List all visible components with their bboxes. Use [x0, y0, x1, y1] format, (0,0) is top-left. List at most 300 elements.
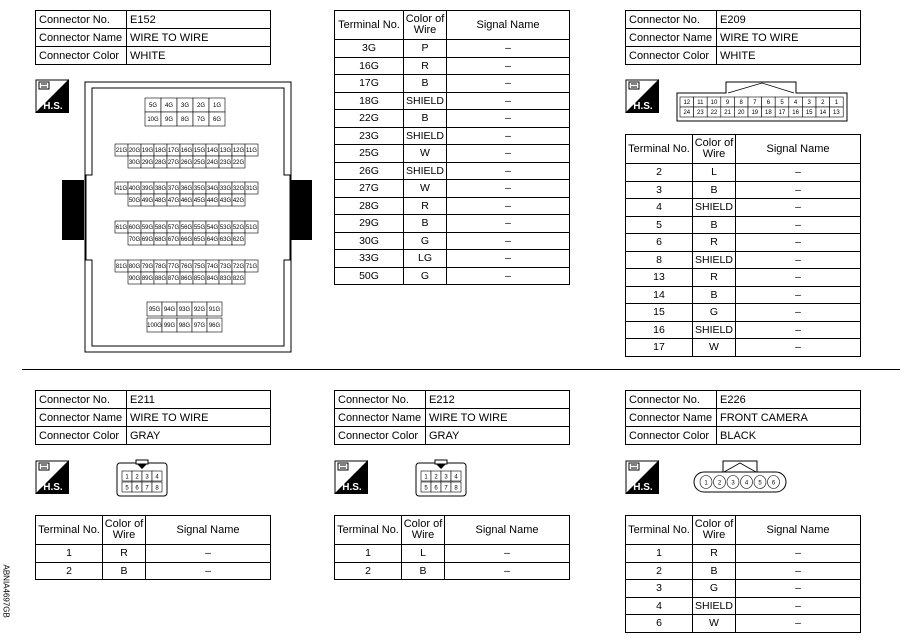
- signal-name-cell: –: [736, 181, 861, 199]
- label-connector-name: Connector Name: [626, 29, 717, 47]
- pin-label: 37G: [167, 185, 180, 192]
- pin-label: 1G: [212, 102, 222, 109]
- pin-label: 55G: [193, 224, 206, 231]
- harness-side-icon: [35, 460, 69, 494]
- wire-color-cell: B: [103, 562, 146, 580]
- label-connector-name: Connector Name: [36, 409, 127, 427]
- pin-label: 5G: [148, 102, 158, 109]
- connector-info-e226: [625, 390, 861, 445]
- signal-name-cell: –: [447, 145, 570, 163]
- table-row: [626, 216, 861, 234]
- signal-name-cell: –: [146, 562, 271, 580]
- pin-label: 3: [444, 474, 448, 481]
- label-connector-name: Connector Name: [36, 29, 127, 47]
- terminal-no-cell: 14: [626, 286, 693, 304]
- terminal-no-cell: 27G: [335, 180, 404, 198]
- pin-label: 58G: [154, 224, 167, 231]
- table-row: [335, 180, 570, 198]
- hs-label: H.S.: [633, 101, 653, 112]
- label-connector-color: Connector Color: [626, 47, 717, 65]
- pin-label: 93G: [178, 306, 191, 313]
- pin-label: 23: [697, 110, 704, 117]
- table-row: [626, 321, 861, 339]
- pin-label: 8: [739, 100, 743, 107]
- pin-label: 11G: [246, 147, 257, 154]
- connector-no-value: E211: [127, 391, 271, 409]
- terminal-table-e152: [334, 10, 570, 285]
- terminal-no-cell: 3: [626, 580, 693, 598]
- pin-label: 1: [834, 100, 839, 107]
- label-connector-no: Connector No.: [335, 391, 426, 409]
- terminal-no-cell: 18G: [335, 92, 404, 110]
- pin-label: 24: [683, 110, 691, 117]
- wire-color-cell: SHIELD: [693, 321, 736, 339]
- pin-label: 69G: [141, 236, 154, 243]
- right-latch: [290, 180, 312, 240]
- table-row: [626, 304, 861, 322]
- pin-label: 64G: [206, 236, 219, 243]
- terminal-no-header: Terminal No.: [36, 516, 103, 545]
- figure-id: ABNIA4697GB: [1, 564, 11, 618]
- pin-label: 4G: [164, 102, 174, 109]
- pin-label: 96G: [208, 322, 221, 329]
- pin-label: 13: [833, 110, 840, 117]
- pin-label: 100G: [147, 322, 162, 329]
- pin-label: 14: [819, 110, 827, 117]
- signal-name-cell: –: [447, 40, 570, 58]
- pin-label: 80G: [128, 263, 141, 270]
- wire-color-cell: R: [693, 269, 736, 287]
- terminal-no-cell: 8: [626, 251, 693, 269]
- label-connector-name: Connector Name: [335, 409, 426, 427]
- terminal-no-cell: 2: [626, 562, 693, 580]
- table-row: [36, 562, 271, 580]
- terminal-no-cell: 6: [626, 615, 693, 633]
- pin-label: 29G: [141, 159, 154, 166]
- color-of-wire-header: Color of Wire: [693, 516, 736, 545]
- pin-label: 7: [444, 485, 448, 492]
- wire-color-cell: SHIELD: [404, 92, 447, 110]
- terminal-no-cell: 22G: [335, 110, 404, 128]
- pin-label: 81G: [115, 263, 128, 270]
- pin-label: 45G: [193, 197, 206, 204]
- table-row: [626, 164, 861, 182]
- pin-label: 89G: [141, 275, 154, 282]
- signal-name-cell: –: [736, 164, 861, 182]
- table-row: [626, 562, 861, 580]
- pin-label: 78G: [154, 263, 167, 270]
- connector-no-value: E226: [717, 391, 861, 409]
- pin-label: 75G: [193, 263, 206, 270]
- pin-label: 25G: [193, 159, 206, 166]
- pin-label: 88G: [154, 275, 167, 282]
- table-row: [626, 597, 861, 615]
- wire-color-cell: R: [404, 57, 447, 75]
- signal-name-header: Signal Name: [736, 516, 861, 545]
- table-row: [335, 232, 570, 250]
- signal-name-cell: –: [736, 321, 861, 339]
- table-row: [335, 75, 570, 93]
- pin-label: 39G: [141, 185, 154, 192]
- terminal-no-header: Terminal No.: [335, 11, 404, 40]
- wire-color-cell: W: [693, 339, 736, 357]
- pin-label: 94G: [163, 306, 176, 313]
- pin-label: 48G: [154, 197, 167, 204]
- table-row: [335, 197, 570, 215]
- signal-name-cell: –: [447, 197, 570, 215]
- connector-face-e226: [693, 459, 787, 493]
- pin-label: 4: [454, 474, 458, 481]
- hs-label: H.S.: [43, 101, 63, 112]
- signal-name-cell: –: [447, 57, 570, 75]
- connector-info-e211: [35, 390, 271, 445]
- wire-color-cell: G: [693, 580, 736, 598]
- wire-color-cell: L: [402, 545, 445, 563]
- pin-label: 10G: [147, 116, 159, 123]
- terminal-no-cell: 3G: [335, 40, 404, 58]
- pin-label: 15: [805, 110, 813, 117]
- wire-color-cell: W: [693, 615, 736, 633]
- terminal-no-header: Terminal No.: [335, 516, 402, 545]
- pin-label: 2: [135, 474, 139, 481]
- connector-no-value: E152: [127, 11, 271, 29]
- pin-label: 17: [778, 110, 786, 117]
- pin-label: 68G: [154, 236, 167, 243]
- signal-name-cell: –: [736, 615, 861, 633]
- signal-name-cell: –: [146, 545, 271, 563]
- pin-label: 31G: [245, 185, 258, 192]
- pin-label: 63G: [219, 236, 232, 243]
- wire-color-cell: G: [693, 304, 736, 322]
- terminal-no-cell: 25G: [335, 145, 404, 163]
- pin-label: 67G: [167, 236, 180, 243]
- pin-label: 2G: [196, 102, 206, 109]
- pin-label: 15G: [193, 147, 206, 154]
- pin-label: 8G: [180, 116, 190, 123]
- connector-name-value: WIRE TO WIRE: [717, 29, 861, 47]
- pin-label: 57G: [167, 224, 180, 231]
- connector-name-value: FRONT CAMERA: [717, 409, 861, 427]
- pin-label: 26G: [180, 159, 193, 166]
- pin-label: 4: [155, 474, 159, 481]
- pin-label: 92G: [193, 306, 206, 313]
- terminal-no-cell: 1: [36, 545, 103, 563]
- terminal-no-cell: 1: [626, 545, 693, 563]
- label-connector-name: Connector Name: [626, 409, 717, 427]
- table-row: [626, 286, 861, 304]
- hs-label: H.S.: [43, 482, 63, 493]
- pin-label: 28G: [154, 159, 167, 166]
- wire-color-cell: B: [693, 286, 736, 304]
- connector-info-e212: [334, 390, 570, 445]
- table-row: [626, 615, 861, 633]
- pin-label: 5: [125, 485, 129, 492]
- wire-color-cell: L: [693, 164, 736, 182]
- table-row: [36, 545, 271, 563]
- table-row: [335, 545, 570, 563]
- table-row: [335, 215, 570, 233]
- pin-label: 24G: [206, 159, 219, 166]
- label-connector-no: Connector No.: [626, 11, 717, 29]
- pin-label: 99G: [163, 322, 176, 329]
- wire-color-cell: W: [404, 145, 447, 163]
- pin-label: 98G: [178, 322, 191, 329]
- terminal-no-cell: 13: [626, 269, 693, 287]
- signal-name-cell: –: [447, 267, 570, 285]
- table-row: [335, 250, 570, 268]
- label-connector-color: Connector Color: [335, 427, 426, 445]
- table-row: [335, 562, 570, 580]
- terminal-no-cell: 16: [626, 321, 693, 339]
- signal-name-cell: –: [736, 251, 861, 269]
- pin-label: 61G: [115, 224, 128, 231]
- terminal-no-header: Terminal No.: [626, 135, 693, 164]
- wire-color-cell: G: [404, 267, 447, 285]
- pin-label: 9: [725, 100, 730, 107]
- pin-label: 70G: [128, 236, 141, 243]
- terminal-no-cell: 17: [626, 339, 693, 357]
- pin-label: 86G: [180, 275, 193, 282]
- pin-label: 38G: [154, 185, 167, 192]
- terminal-table-e211: [35, 515, 271, 580]
- color-of-wire-header: Color of Wire: [693, 135, 736, 164]
- wire-color-cell: B: [693, 216, 736, 234]
- table-row: [335, 92, 570, 110]
- signal-name-cell: –: [447, 110, 570, 128]
- terminal-table-e226: [625, 515, 861, 633]
- pin-label: 77G: [167, 263, 180, 270]
- signal-name-header: Signal Name: [445, 516, 570, 545]
- wire-color-cell: W: [404, 180, 447, 198]
- pin-label: 43G: [219, 197, 232, 204]
- terminal-no-cell: 3: [626, 181, 693, 199]
- color-of-wire-header: Color of Wire: [404, 11, 447, 40]
- pin-label: 11: [697, 100, 704, 107]
- pin-label: 54G: [206, 224, 219, 231]
- left-latch: [62, 180, 84, 240]
- pin-label: 82G: [232, 275, 245, 282]
- terminal-no-cell: 23G: [335, 127, 404, 145]
- terminal-no-cell: 28G: [335, 197, 404, 215]
- pin-label: 56G: [180, 224, 193, 231]
- pin-label: 30G: [128, 159, 141, 166]
- pin-label: 73G: [219, 263, 232, 270]
- pin-label: 52G: [232, 224, 245, 231]
- wire-color-cell: R: [404, 197, 447, 215]
- signal-name-cell: –: [447, 162, 570, 180]
- table-row: [626, 269, 861, 287]
- terminal-no-cell: 15: [626, 304, 693, 322]
- pin-label: 44G: [206, 197, 219, 204]
- wire-color-cell: B: [404, 110, 447, 128]
- pin-label: 32G: [232, 185, 245, 192]
- pin-label: 76G: [180, 263, 193, 270]
- pin-label: 62G: [232, 236, 245, 243]
- pin-label: 51G: [245, 224, 258, 231]
- pin-label: 21G: [115, 147, 128, 154]
- pin-label: 18: [765, 110, 772, 117]
- terminal-no-cell: 5: [626, 216, 693, 234]
- pin-label: 47G: [167, 197, 180, 204]
- terminal-no-cell: 6: [626, 234, 693, 252]
- signal-name-cell: –: [447, 232, 570, 250]
- connector-color-value: WHITE: [717, 47, 861, 65]
- pin-label: 6G: [212, 116, 222, 123]
- pin-label: 41G: [115, 185, 128, 192]
- wire-color-cell: B: [402, 562, 445, 580]
- wire-color-cell: R: [693, 545, 736, 563]
- terminal-no-cell: 16G: [335, 57, 404, 75]
- wire-color-cell: B: [693, 562, 736, 580]
- connector-color-value: GRAY: [127, 427, 271, 445]
- wire-color-cell: P: [404, 40, 447, 58]
- pin-label: 12: [683, 100, 691, 107]
- connector-face-e211: [116, 459, 168, 497]
- pin-label: 3: [807, 100, 811, 107]
- pin-label: 9G: [164, 116, 174, 123]
- wire-color-cell: SHIELD: [693, 597, 736, 615]
- label-connector-color: Connector Color: [36, 427, 127, 445]
- connector-info-e209: [625, 10, 861, 65]
- signal-name-cell: –: [736, 269, 861, 287]
- pin-label: 74G: [206, 263, 219, 270]
- table-row: [626, 234, 861, 252]
- signal-name-cell: –: [445, 545, 570, 563]
- pin-label: 7G: [196, 116, 206, 123]
- pin-label: 49G: [141, 197, 154, 204]
- signal-name-cell: –: [736, 199, 861, 217]
- pin-label: 7: [753, 100, 757, 107]
- pin-label: 90G: [128, 275, 141, 282]
- terminal-table-e209: [625, 134, 861, 357]
- wire-color-cell: SHIELD: [404, 127, 447, 145]
- pin-label: 97G: [193, 322, 206, 329]
- pin-label: 84G: [206, 275, 219, 282]
- table-row: [626, 545, 861, 563]
- table-row: [626, 181, 861, 199]
- harness-side-icon: [334, 460, 368, 494]
- signal-name-header: Signal Name: [736, 135, 861, 164]
- connector-face-e212: [415, 459, 467, 497]
- pin-label: 91G: [208, 306, 221, 313]
- pin-label: 6: [771, 480, 776, 487]
- pin-label: 42G: [232, 197, 245, 204]
- pin-label: 1: [704, 480, 708, 487]
- pin-label: 7: [145, 485, 149, 492]
- terminal-no-cell: 26G: [335, 162, 404, 180]
- terminal-no-cell: 2: [626, 164, 693, 182]
- table-row: [626, 199, 861, 217]
- terminal-table-e212: [334, 515, 570, 580]
- terminal-no-cell: 2: [36, 562, 103, 580]
- label-connector-no: Connector No.: [626, 391, 717, 409]
- pin-label: 66G: [180, 236, 193, 243]
- pin-label: 19: [751, 110, 759, 117]
- wire-color-cell: B: [404, 215, 447, 233]
- pin-label: 2: [434, 474, 438, 481]
- connector-face-e209: [676, 80, 848, 122]
- signal-name-cell: –: [447, 75, 570, 93]
- pin-label: 20: [737, 110, 745, 117]
- wire-color-cell: R: [693, 234, 736, 252]
- pin-label: 35G: [193, 185, 206, 192]
- pin-label: 83G: [219, 275, 232, 282]
- pin-label: 22G: [232, 159, 245, 166]
- pin-label: 36G: [180, 185, 193, 192]
- hs-label: H.S.: [342, 482, 362, 493]
- connector-color-value: WHITE: [127, 47, 271, 65]
- pin-label: 20G: [128, 147, 141, 154]
- terminal-no-cell: 2: [335, 562, 402, 580]
- pin-label: 72G: [232, 263, 245, 270]
- pin-label: 8: [155, 485, 159, 492]
- signal-name-cell: –: [447, 127, 570, 145]
- label-connector-color: Connector Color: [626, 427, 717, 445]
- pin-label: 22: [710, 110, 718, 117]
- signal-name-cell: –: [736, 216, 861, 234]
- wire-color-cell: SHIELD: [404, 162, 447, 180]
- color-of-wire-header: Color of Wire: [103, 516, 146, 545]
- signal-name-cell: –: [447, 180, 570, 198]
- connector-color-value: GRAY: [426, 427, 570, 445]
- pin-label: 59G: [141, 224, 154, 231]
- color-of-wire-header: Color of Wire: [402, 516, 445, 545]
- wire-color-cell: G: [404, 232, 447, 250]
- pin-label: 19G: [141, 147, 154, 154]
- pin-label: 53G: [219, 224, 232, 231]
- table-row: [335, 267, 570, 285]
- pin-label: 27G: [167, 159, 180, 166]
- signal-name-cell: –: [736, 304, 861, 322]
- terminal-no-cell: 1: [335, 545, 402, 563]
- pin-label: 79G: [141, 263, 154, 270]
- label-connector-color: Connector Color: [36, 47, 127, 65]
- terminal-no-cell: 17G: [335, 75, 404, 93]
- pin-label: 2: [821, 100, 825, 107]
- pin-label: 4: [744, 480, 749, 487]
- terminal-no-cell: 33G: [335, 250, 404, 268]
- pin-label: 21: [724, 110, 731, 117]
- pin-label: 33G: [219, 185, 232, 192]
- pin-label: 71G: [245, 263, 258, 270]
- harness-side-icon: [625, 79, 659, 113]
- pin-label: 5: [780, 100, 784, 107]
- pin-label: 16G: [180, 147, 193, 154]
- signal-name-header: Signal Name: [447, 11, 570, 40]
- terminal-no-cell: 50G: [335, 267, 404, 285]
- pin-label: 23G: [219, 159, 232, 166]
- terminal-no-cell: 29G: [335, 215, 404, 233]
- pin-label: 2: [717, 480, 722, 487]
- hs-label: H.S.: [633, 482, 653, 493]
- section-divider: [22, 369, 900, 370]
- table-row: [626, 580, 861, 598]
- connector-face-e152: [60, 80, 314, 355]
- wire-color-cell: R: [103, 545, 146, 563]
- signal-name-cell: –: [736, 580, 861, 598]
- pin-label: 3: [145, 474, 149, 481]
- label-connector-no: Connector No.: [36, 11, 127, 29]
- signal-name-header: Signal Name: [146, 516, 271, 545]
- pin-label: 6: [766, 100, 771, 107]
- pin-label: 10: [710, 100, 718, 107]
- pin-label: 1: [125, 474, 129, 481]
- wire-color-cell: B: [693, 181, 736, 199]
- pin-label: 4: [793, 100, 798, 107]
- table-row: [335, 145, 570, 163]
- pin-label: 14G: [206, 147, 219, 154]
- pin-label: 18G: [154, 147, 167, 154]
